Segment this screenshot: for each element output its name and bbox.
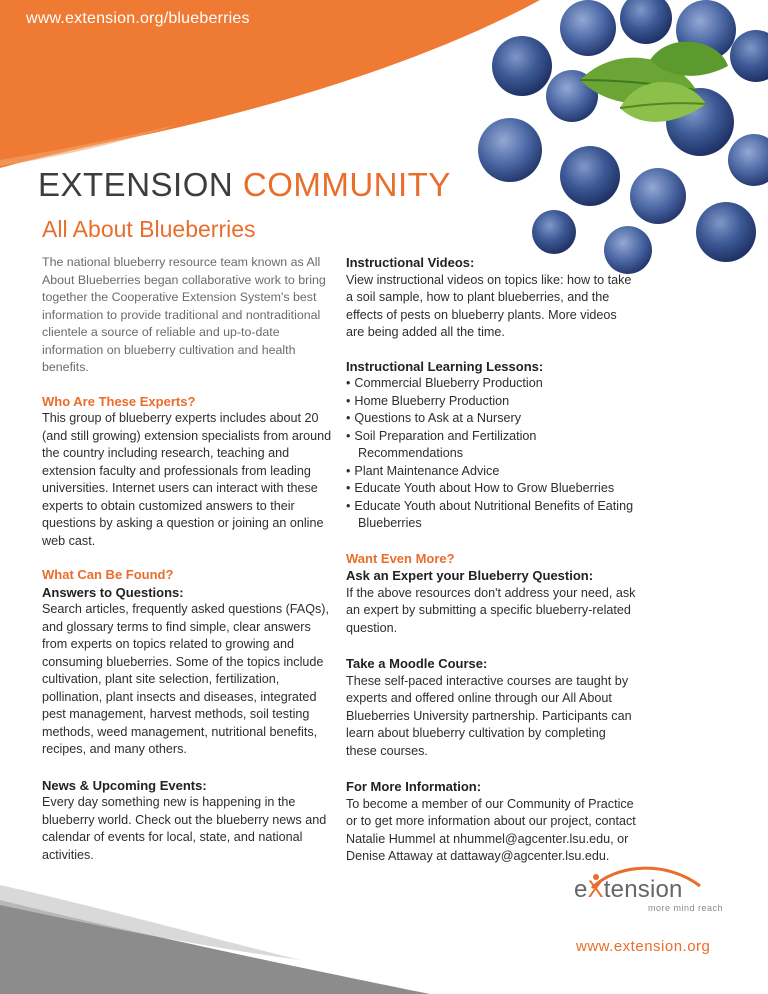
videos-heading: Instructional Videos: [346, 255, 475, 270]
list-item: • Questions to Ask at a Nursery [346, 410, 636, 428]
page-subtitle: All About Blueberries [42, 216, 256, 242]
title-extension: EXTENSION [38, 166, 234, 203]
answers-body: Search articles, frequently asked questions (FAQs), and glossary terms to find simple, clear answers from experts on topics related to growing and consuming blueberries. Some of the topics include cultivation, plant site selection, fertilization, pollination, plant insects and diseases, integrated pest management, harvest methods, soil testing methods, weed management, nutritional benefits, recipes, and many others. [42, 602, 329, 756]
left-column [42, 254, 334, 864]
experts-body: This group of blueberry experts includes about 20 (and still growing) extension specialists from around the country including research, teaching and extension faculty and professionals from leading universities. Internet users can interact with these experts to obtain customized answers to their questions by asking a question or joining an online web cast. [42, 411, 332, 548]
ask-heading: Ask an Expert your Blueberry Question: [346, 568, 594, 583]
info-heading: For More Information: [346, 779, 482, 794]
list-item: • Soil Preparation and Fertilization Recommendations [346, 428, 636, 463]
page-title [38, 166, 451, 204]
news-heading: News & Upcoming Events: [42, 777, 207, 793]
list-item: • Educate Youth about Nutritional Benefits of Eating Blueberries [346, 498, 636, 533]
list-item: • Plant Maintenance Advice [346, 463, 636, 481]
footer-url[interactable]: www.extension.org [576, 938, 711, 955]
list-item: • Commercial Blueberry Production [346, 375, 636, 393]
list-item: • Home Blueberry Production [346, 393, 636, 411]
extension-logo [574, 876, 683, 904]
logo-tagline: more mind reach [648, 903, 724, 913]
lessons-heading: Instructional Learning Lessons: [346, 358, 544, 374]
moodle-body: These self-paced interactive courses are taught by experts and offered online through our All About Blueberries University partnership. Participants can learn about blueberry cultivation by completing these courses. [346, 673, 632, 758]
news-body: Every day something new is happening in the blueberry world. Check out the blueberry news and calendar of events for local, state, and national activities. [42, 795, 327, 862]
list-item: • Educate Youth about How to Grow Blueberries [346, 480, 636, 498]
lessons-list [346, 375, 636, 533]
blueberries-photo [470, 0, 768, 290]
title-community: COMMUNITY [242, 166, 451, 203]
videos-body: View instructional videos on topics like: how to take a soil sample, how to plant blueberries, and the effects of pests on blueberry plants. More videos are being added all the time. [346, 272, 632, 339]
right-column [346, 254, 636, 866]
answers-heading: Answers to Questions: [42, 584, 184, 600]
logo-suffix: tension [603, 876, 683, 903]
more-heading: Want Even More? [346, 550, 455, 566]
experts-heading: Who Are These Experts? [42, 393, 196, 409]
info-body: To become a member of our Community of Practice or to get more information about our project, contact Natalie Hummel at nhummel@agcenter.lsu.edu, or Denise Attaway at dattaway@agcenter.lsu.edu. [346, 796, 636, 863]
ask-body: If the above resources don't address your need, ask an expert by submitting a specific blueberry-related question. [346, 585, 636, 635]
logo-x: X [587, 876, 604, 903]
intro-paragraph: The national blueberry resource team known as All About Blueberries began collaborative work to bring together the Cooperative Extension System's best information to provide traditional and nontraditional clientele a source of reliable and up-to-date information on blueberry cultivation and health benefits. [42, 255, 326, 374]
logo-prefix: e [574, 876, 588, 903]
found-heading: What Can Be Found? [42, 567, 174, 582]
header-url[interactable]: www.extension.org/blueberries [26, 10, 250, 27]
moodle-heading: Take a Moodle Course: [346, 656, 488, 671]
